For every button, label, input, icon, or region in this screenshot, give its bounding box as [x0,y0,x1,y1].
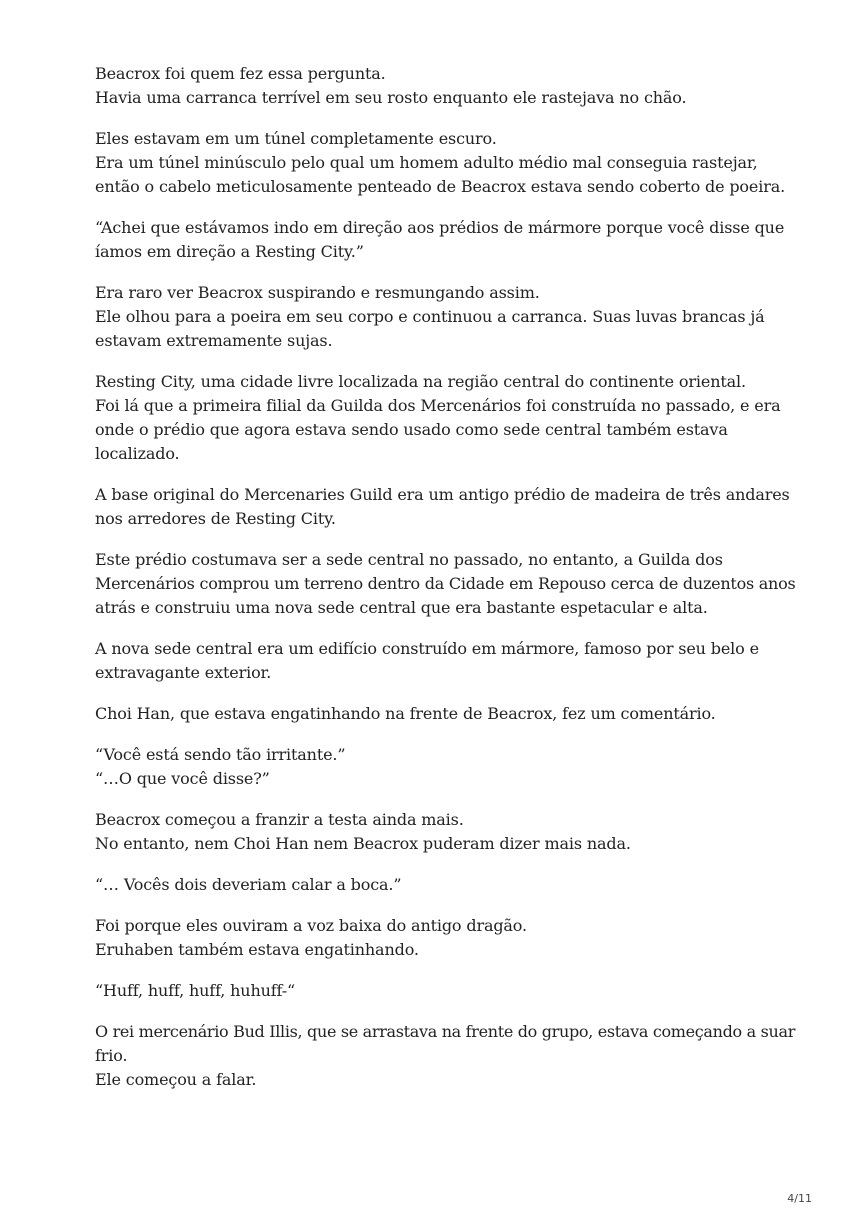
text-line: “Achei que estávamos indo em direção aos prédios de mármore porque você disse que [95,218,785,237]
text-line: íamos em direção a Resting City.” [95,242,364,261]
text-line: Resting City, uma cidade livre localizada na região central do continente oriental. [95,372,746,391]
text-line: então o cabelo meticulosamente penteado de Beacrox estava sendo coberto de poeira. [95,177,786,196]
text-line: A base original do Mercenaries Guild era um antigo prédio de madeira de três andares [95,485,790,504]
text-line: localizado. [95,444,180,463]
text-line: Foi porque eles ouviram a voz baixa do antigo dragão. [95,916,527,935]
text-line: Era um túnel minúsculo pelo qual um homem adulto médio mal conseguia rastejar, [95,153,758,172]
text-line: “Você está sendo tão irritante.” [95,745,346,764]
paragraph [95,1020,795,1092]
text-line: atrás e construiu uma nova sede central que era bastante espetacular e alta. [95,598,708,617]
text-line: Ele olhou para a poeira em seu corpo e continuou a carranca. Suas luvas brancas já [95,307,765,326]
paragraph [95,873,795,897]
paragraph [95,127,795,199]
document-body [95,62,795,1109]
text-line: No entanto, nem Choi Han nem Beacrox puderam dizer mais nada. [95,834,631,853]
paragraph [95,702,795,726]
text-line: frio. [95,1046,128,1065]
text-line: Havia uma carranca terrível em seu rosto enquanto ele rastejava no chão. [95,88,687,107]
text-line: Eles estavam em um túnel completamente escuro. [95,129,497,148]
paragraph [95,62,795,110]
paragraph [95,370,795,466]
paragraph [95,637,795,685]
text-line: Este prédio costumava ser a sede central no passado, no entanto, a Guilda dos [95,550,723,569]
text-line: “… Vocês dois deveriam calar a boca.” [95,875,402,894]
paragraph [95,743,795,791]
paragraph [95,216,795,264]
text-line: nos arredores de Resting City. [95,509,336,528]
text-line: Ele começou a falar. [95,1070,257,1089]
paragraph [95,808,795,856]
text-line: Eruhaben também estava engatinhando. [95,940,419,959]
paragraph [95,914,795,962]
text-line: “Huff, huff, huff, huhuff-“ [95,981,296,1000]
paragraph [95,979,795,1003]
text-line: Foi lá que a primeira filial da Guilda dos Mercenários foi construída no passado, e era [95,396,781,415]
text-line: “…O que você disse?” [95,769,270,788]
text-line: Era raro ver Beacrox suspirando e resmungando assim. [95,283,540,302]
page-number: 4/11 [787,1192,812,1205]
text-line: Mercenários comprou um terreno dentro da Cidade em Repouso cerca de duzentos anos [95,574,796,593]
text-line: estavam extremamente sujas. [95,331,333,350]
text-line: onde o prédio que agora estava sendo usado como sede central também estava [95,420,728,439]
text-line: A nova sede central era um edifício construído em mármore, famoso por seu belo e [95,639,759,658]
text-line: Beacrox foi quem fez essa pergunta. [95,64,386,83]
paragraph [95,281,795,353]
text-line: Choi Han, que estava engatinhando na frente de Beacrox, fez um comentário. [95,704,716,723]
text-line: Beacrox começou a franzir a testa ainda mais. [95,810,464,829]
text-line: O rei mercenário Bud Illis, que se arrastava na frente do grupo, estava começando a suar [95,1022,796,1041]
paragraph [95,548,795,620]
text-line: extravagante exterior. [95,663,272,682]
paragraph [95,483,795,531]
